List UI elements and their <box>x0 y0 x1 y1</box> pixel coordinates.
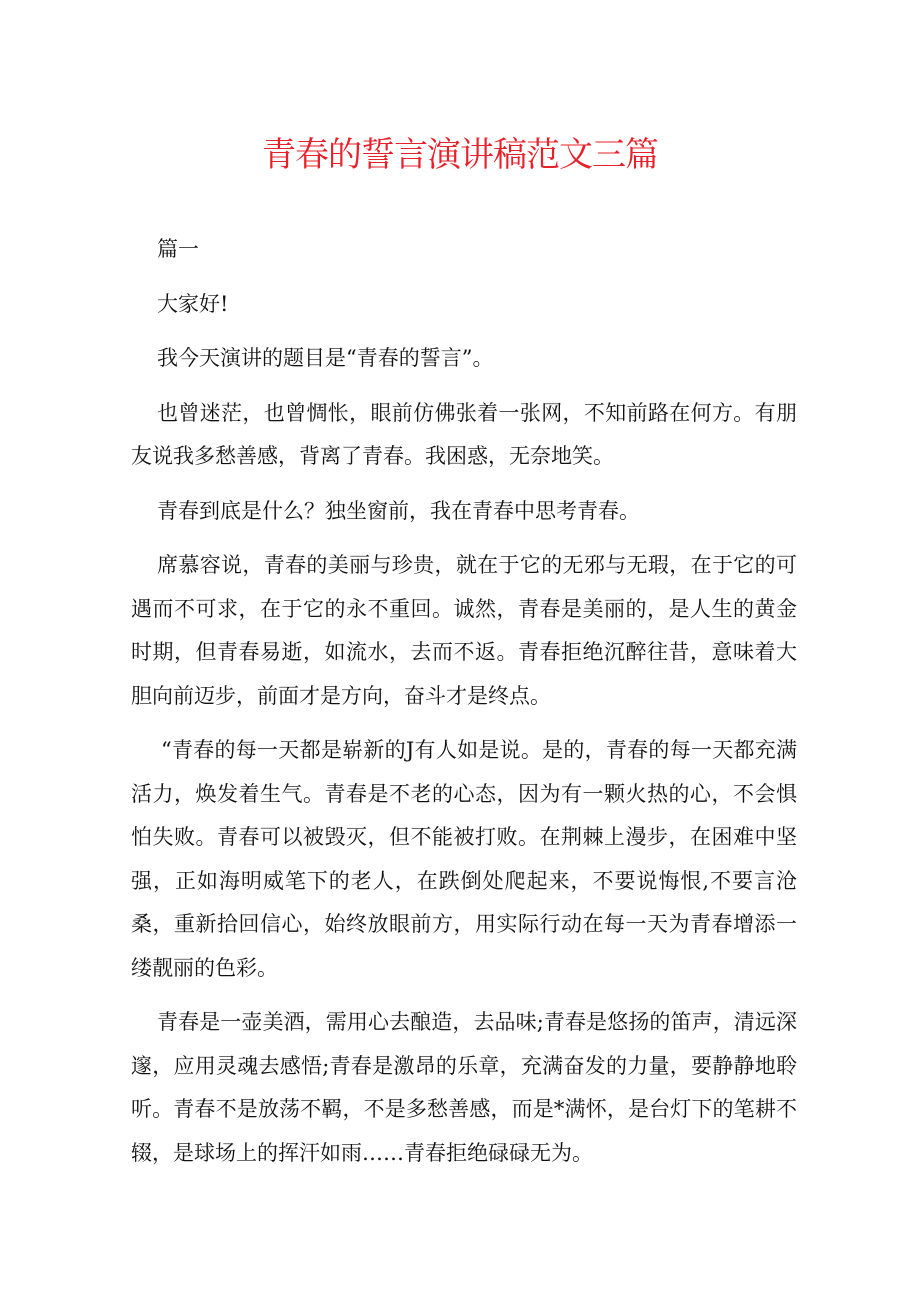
body-paragraph: 青春到底是什么？独坐窗前，我在青春中思考青春。 <box>157 498 640 523</box>
document-body <box>131 228 797 1186</box>
body-paragraph: 席慕容说，青春的美丽与珍贵，就在于它的无邪与无瑕，在于它的可遇而不可求，在于它的永不重回。诚然，青春是美丽的，是人生的黄金时期，但青春易逝，如流水，去而不返。青春拒绝沉醉往昔，意味着大胆向前迈步，前面才是方向，奋斗才是终点。 <box>131 553 797 708</box>
body-paragraph: 也曾迷茫，也曾惆怅，眼前仿佛张着一张网，不知前路在何方。有朋友说我多愁善感，背离了青春。我困惑，无奈地笑。 <box>131 400 797 468</box>
greeting-paragraph: 大家好! <box>157 291 229 316</box>
document-title: 青春的誓言演讲稿范文三篇 <box>262 135 658 175</box>
section-heading: 篇一 <box>157 237 199 261</box>
body-paragraph: “青春的每一天都是崭新的J有人如是说。是的，青春的每一天都充满活力，焕发着生气。青春是不老的心态，因为有一颗火热的心，不会惧怕失败。青春可以被毁灭，但不能被打败。在荆棘上漫步，在困难中坚强，正如海明威笔下的老人，在跌倒处爬起来，不要说悔恨,不要言沧桑，重新拾回信心，始终放眼前方，用实际行动在每一天为青春增添一缕靓丽的色彩。 <box>131 738 797 980</box>
topic-paragraph: 我今天演讲的题目是“青春的誓言”。 <box>157 346 494 370</box>
body-paragraph: 青春是一壶美酒，需用心去酿造，去品味;青春是悠扬的笛声，清远深邃，应用灵魂去感悟;青春是激昂的乐章，充满奋发的力量，要静静地聆听。青春不是放荡不羁，不是多愁善感，而是*满怀，是台灯下的笔耕不辍，是球场上的挥汗如雨……青春拒绝碌碌无为。 <box>131 1010 797 1165</box>
